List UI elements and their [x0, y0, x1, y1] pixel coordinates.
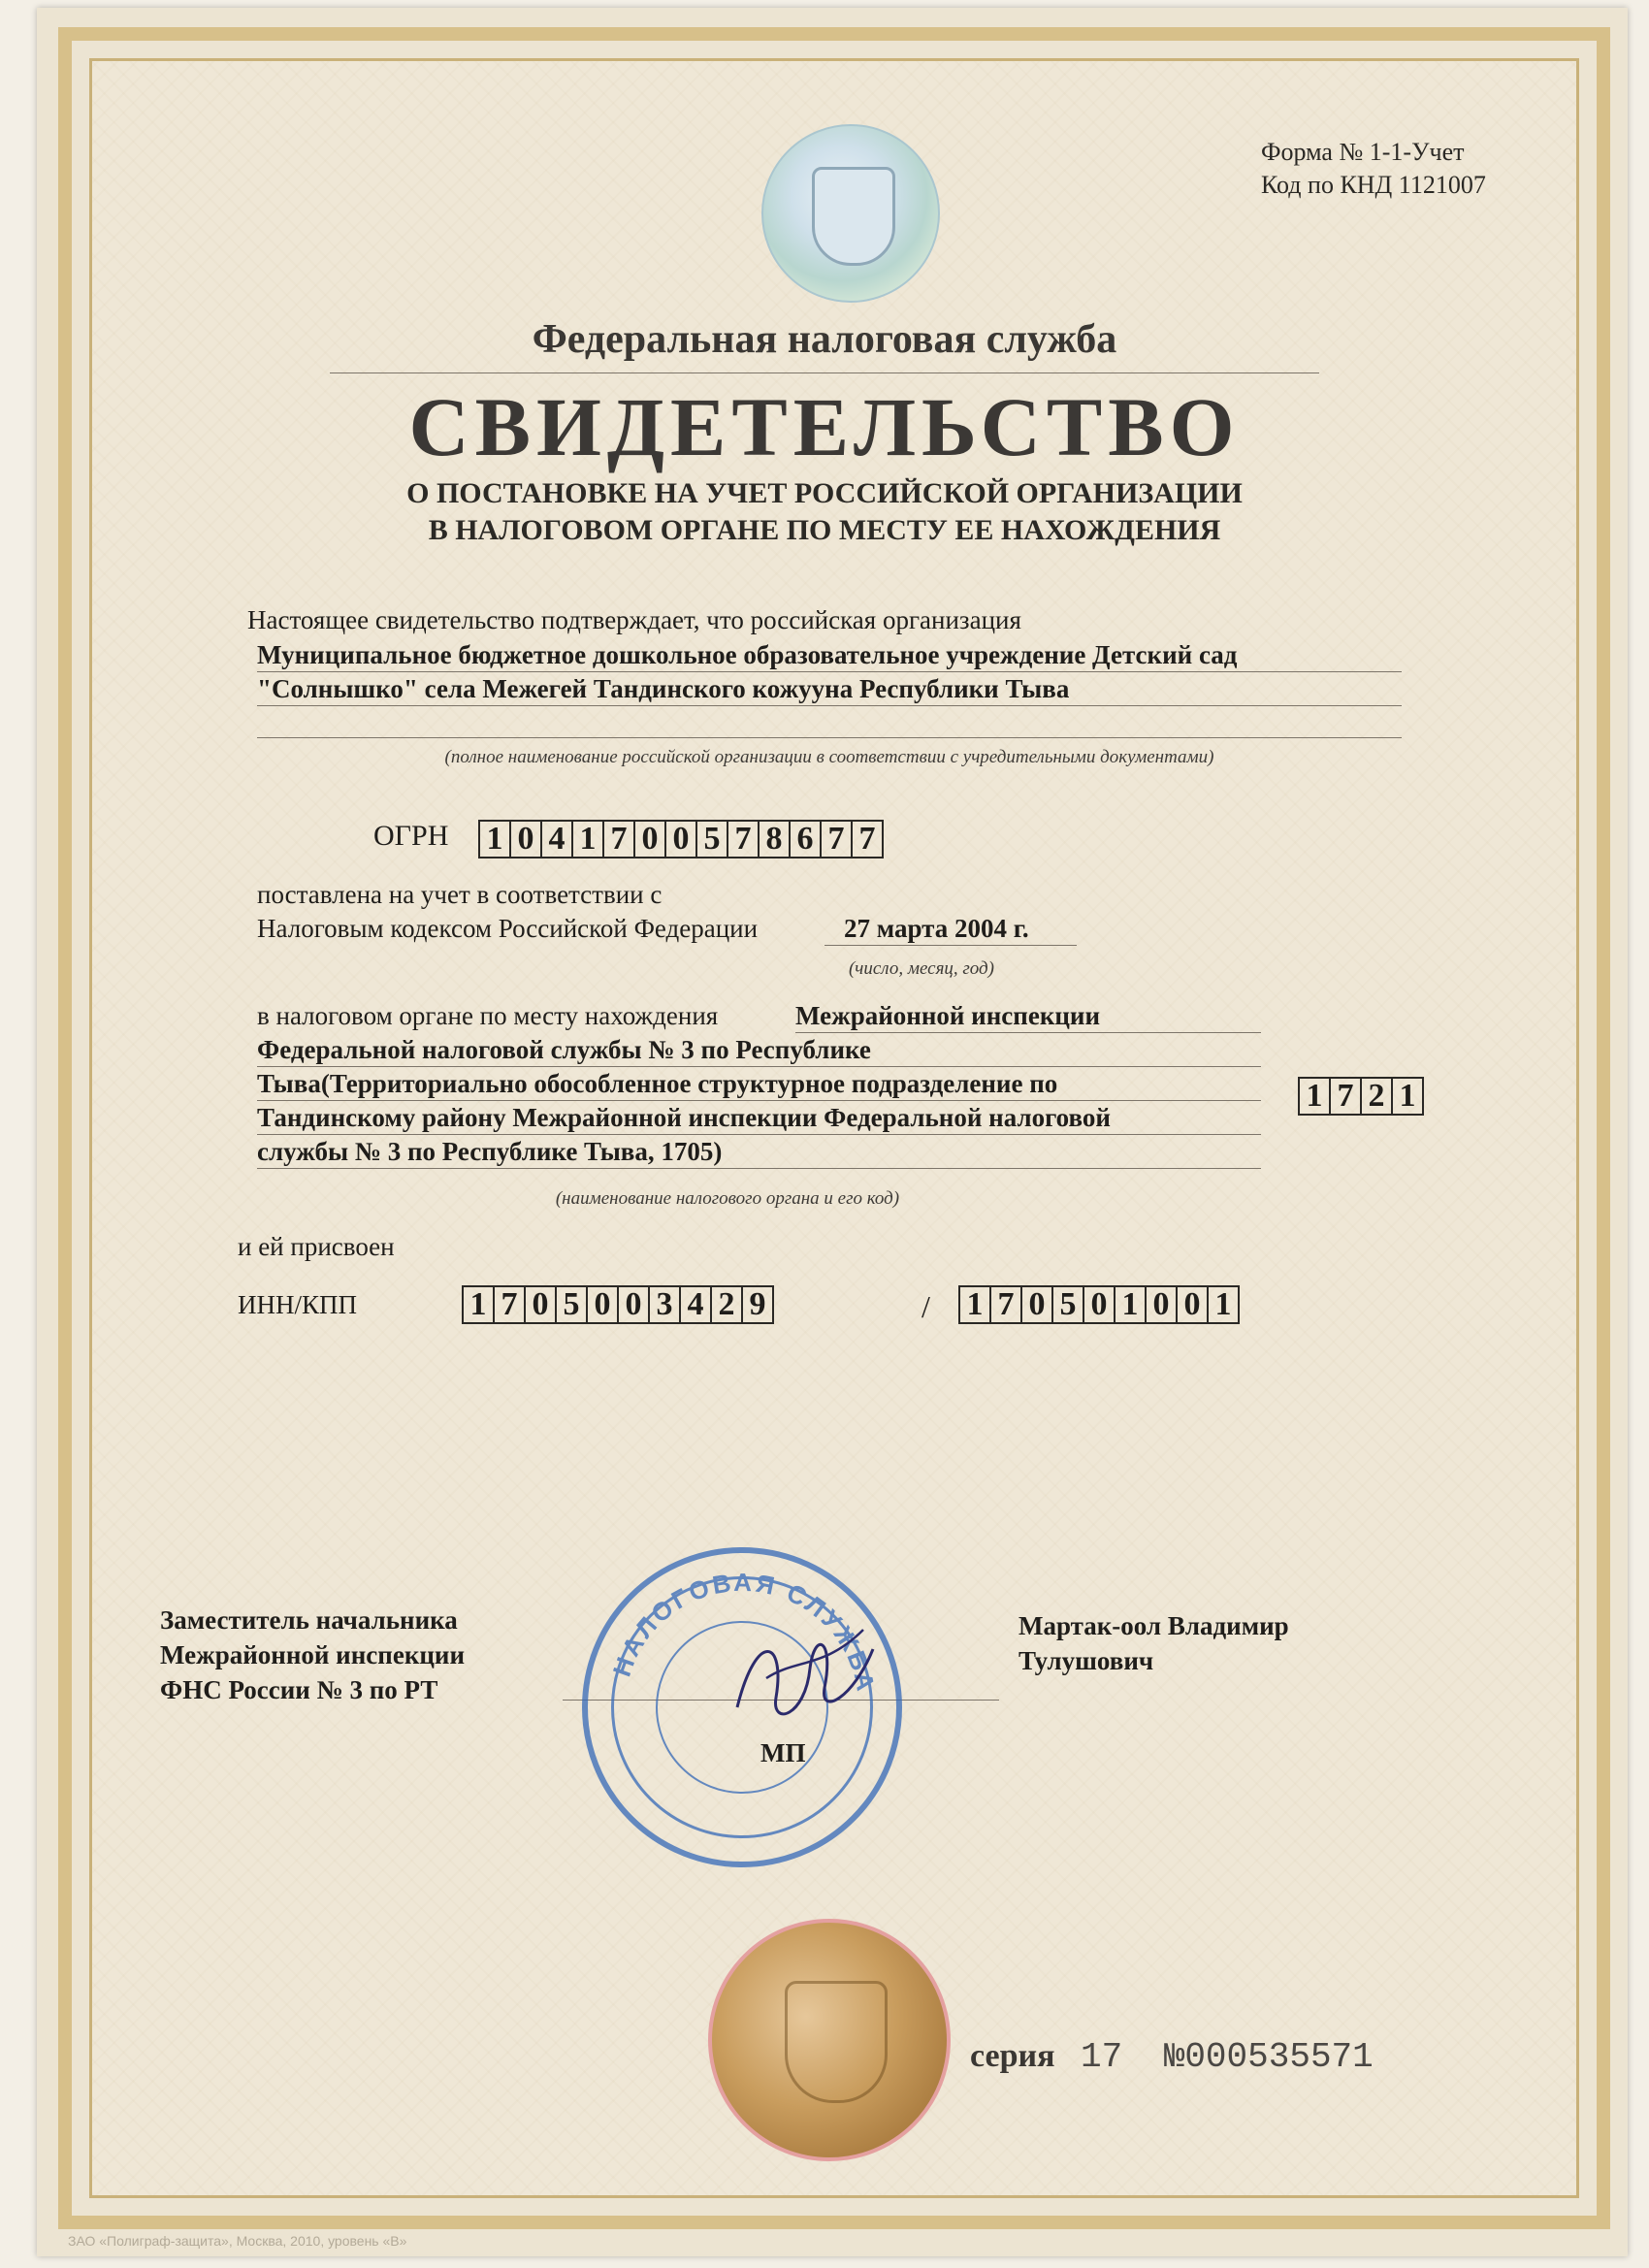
ogrn-digit-box: 0: [509, 820, 542, 859]
inn-kpp-label: ИНН/КПП: [238, 1290, 358, 1319]
kpp-digit-box: 5: [1051, 1285, 1084, 1324]
tax-office-code-digit-box: 7: [1329, 1077, 1362, 1116]
registration-date: 27 марта 2004 г.: [824, 912, 1077, 946]
registered-line: поставлена на учет в соответствии с: [257, 880, 663, 909]
registered-line: Налоговым кодексом Российской Федерации: [257, 914, 759, 943]
ogrn-digit-box: 1: [571, 820, 604, 859]
inn-digit-box: 1: [462, 1285, 495, 1324]
hologram-emblem-icon: [761, 124, 940, 303]
inn-digit-box: 7: [493, 1285, 526, 1324]
inn-boxes: [464, 1285, 774, 1324]
kpp-digit-box: 1: [1114, 1285, 1147, 1324]
ogrn-digit-box: 7: [602, 820, 635, 859]
kpp-boxes: [960, 1285, 1240, 1324]
tax-office-code-digit-box: 2: [1360, 1077, 1393, 1116]
inn-kpp-separator: /: [922, 1289, 930, 1324]
ogrn-digit-box: 1: [478, 820, 511, 859]
printer-imprint: ЗАО «Полиграф-защита», Москва, 2010, уровень «В»: [68, 2233, 407, 2249]
handwritten-signature: [718, 1610, 883, 1746]
name-line: Тулушович: [1018, 1646, 1154, 1675]
tax-office-prefix: в налоговом органе по месту нахождения: [257, 1001, 719, 1030]
document-title: СВИДЕТЕЛЬСТВО: [408, 380, 1241, 473]
kpp-digit-box: 0: [1083, 1285, 1116, 1324]
subtitle-line: В НАЛОГОВОМ ОРГАНЕ ПО МЕСТУ ЕЕ НАХОЖДЕНИЯ: [428, 514, 1221, 546]
ogrn-digit-box: 5: [695, 820, 728, 859]
inn-digit-box: 0: [617, 1285, 650, 1324]
tax-office-line: Тыва(Территориально обособленное структурное подразделение по: [257, 1067, 1261, 1101]
inn-digit-box: 5: [555, 1285, 588, 1324]
kpp-digit-box: 0: [1145, 1285, 1178, 1324]
ogrn-digit-box: 7: [851, 820, 884, 859]
tax-office-line: Тандинскому району Межрайонной инспекции Федеральной налоговой: [257, 1101, 1261, 1135]
tax-office-code-digit-box: 1: [1298, 1077, 1331, 1116]
ogrn-digit-box: 7: [727, 820, 760, 859]
ogrn-boxes: [480, 820, 884, 859]
tax-office-code-digit-box: 1: [1391, 1077, 1424, 1116]
ogrn-digit-box: 4: [540, 820, 573, 859]
tax-office-caption: (наименование налогового органа и его код): [555, 1188, 900, 1209]
kpp-digit-box: 1: [958, 1285, 991, 1324]
org-name-line: "Солнышко" села Межегей Тандинского кожууна Республики Тыва: [257, 672, 1402, 706]
ogrn-digit-box: 7: [820, 820, 853, 859]
inn-digit-box: 9: [741, 1285, 774, 1324]
tax-office-code-boxes: [1300, 1077, 1424, 1116]
org-name-line: Муниципальное бюджетное дошкольное образовательное учреждение Детский сад: [257, 638, 1402, 672]
inn-digit-box: 2: [710, 1285, 743, 1324]
kpp-digit-box: 7: [989, 1285, 1022, 1324]
subtitle-line: О ПОСТАНОВКЕ НА УЧЕТ РОССИЙСКОЙ ОРГАНИЗАЦИИ: [406, 477, 1243, 509]
assigned-text: и ей присвоен: [238, 1232, 395, 1261]
tax-office-line: службы № 3 по Республике Тыва, 1705): [257, 1135, 1261, 1169]
intro-text: Настоящее свидетельство подтверждает, что российская организация: [247, 605, 1021, 634]
inn-digit-box: 0: [586, 1285, 619, 1324]
signatory-position: [160, 1603, 465, 1707]
ogrn-digit-box: 0: [633, 820, 666, 859]
position-line: Заместитель начальника: [160, 1605, 458, 1635]
name-line: Мартак-оол Владимир: [1018, 1611, 1289, 1640]
form-number: Форма № 1-1-Учет: [1261, 138, 1465, 166]
inn-digit-box: 0: [524, 1285, 557, 1324]
blank-line: [257, 737, 1402, 738]
form-code: [1261, 136, 1486, 202]
tax-office-line: Федеральной налоговой службы № 3 по Республике: [257, 1033, 1261, 1067]
serial-number: [970, 2037, 1374, 2077]
position-line: Межрайонной инспекции: [160, 1640, 466, 1669]
kpp-digit-box: 0: [1020, 1285, 1053, 1324]
mp-label: МП: [760, 1738, 806, 1767]
date-caption: (число, месяц, год): [848, 958, 994, 979]
inn-digit-box: 3: [648, 1285, 681, 1324]
position-line: ФНС России № 3 по РТ: [160, 1675, 438, 1704]
ogrn-digit-box: 8: [758, 820, 791, 859]
knd-code: Код по КНД 1121007: [1261, 171, 1486, 199]
ogrn-label: ОГРН: [373, 820, 449, 852]
gold-seal-icon: [708, 1919, 951, 2161]
inn-digit-box: 4: [679, 1285, 712, 1324]
stamp-text: НАЛОГОВАЯ СЛУЖБА: [606, 1567, 882, 1697]
document-subtitle: [0, 475, 1649, 549]
kpp-digit-box: 0: [1176, 1285, 1209, 1324]
agency-name: Федеральная налоговая служба: [532, 317, 1117, 362]
serial-number-value: №000535571: [1163, 2037, 1374, 2077]
serial-series: 17: [1081, 2037, 1123, 2077]
signatory-name: [1018, 1608, 1289, 1678]
org-caption: (полное наименование российской организации в соответствии с учредительными документами): [444, 747, 1214, 767]
tax-office-line: Межрайонной инспекции: [795, 999, 1261, 1033]
kpp-digit-box: 1: [1207, 1285, 1240, 1324]
ogrn-digit-box: 0: [664, 820, 697, 859]
serial-label: серия: [970, 2038, 1055, 2074]
ogrn-digit-box: 6: [789, 820, 822, 859]
